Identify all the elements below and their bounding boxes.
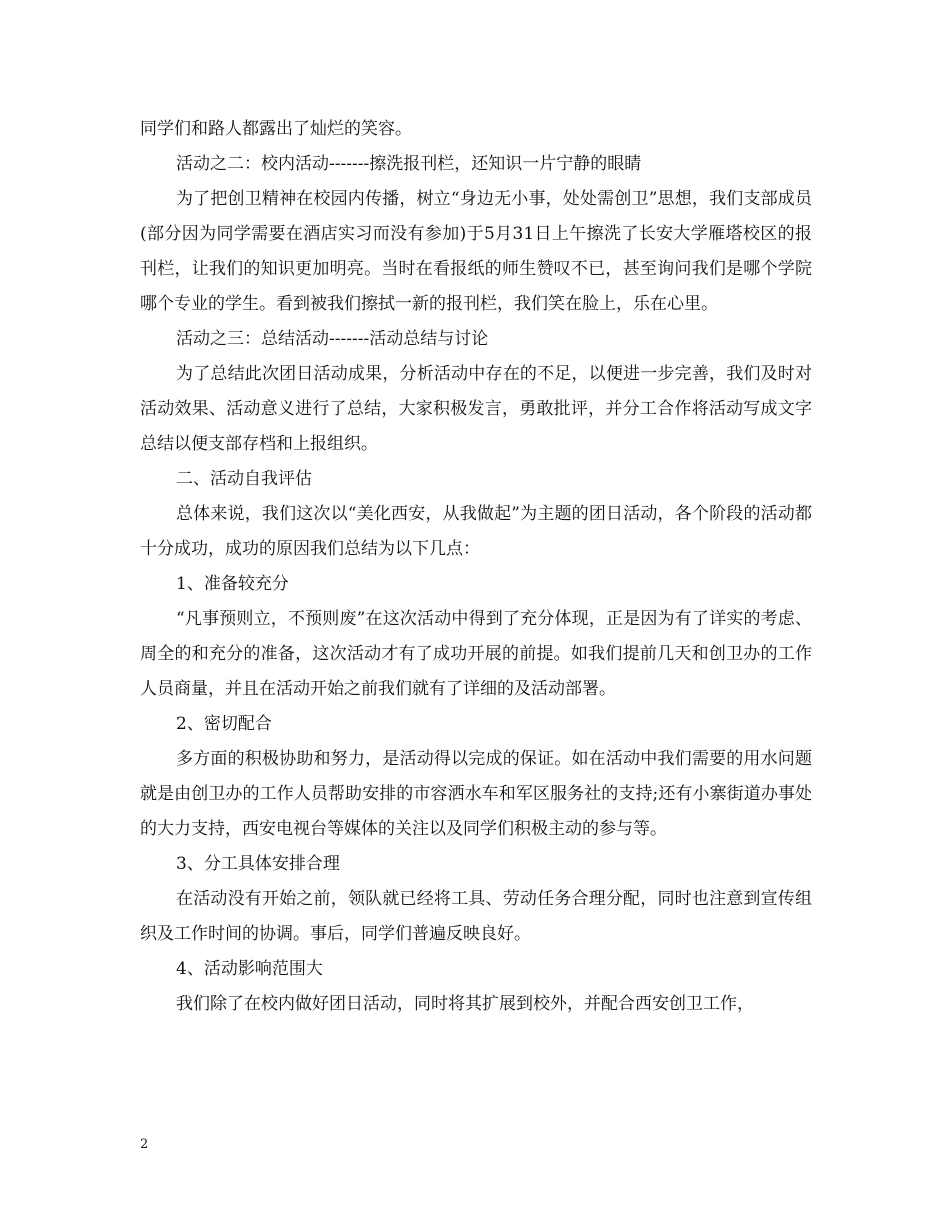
paragraph: 多方面的积极协助和努力，是活动得以完成的保证。如在活动中我们需要的用水问题就是由创卫办的工作人员帮助安排的市容洒水车和军区服务社的支持;还有小寨街道办事处的大力支持，西安电视台等媒体的关注以及同学们积极主动的参与等。 <box>140 749 812 839</box>
paragraph: “凡事预则立，不预则废”在这次活动中得到了充分体现，正是因为有了详实的考虑、周全的和充分的准备，这次活动才有了成功开展的前提。如我们提前几天和创卫办的工作人员商量，并且在活动开始之前我们就有了详细的及活动部署。 <box>140 609 812 699</box>
document-body <box>140 112 812 1022</box>
paragraph: 为了总结此次团日活动成果，分析活动中存在的不足，以便进一步完善，我们及时对活动效果、活动意义进行了总结，大家积极发言，勇敢批评，并分工合作将活动写成文字总结以便支部存档和上报组织。 <box>140 364 812 454</box>
paragraph: 1、准备较充分 <box>176 574 289 594</box>
paragraph: 3、分工具体安排合理 <box>176 854 340 874</box>
paragraph: 4、活动影响范围大 <box>176 959 323 979</box>
paragraph: 总体来说，我们这次以“美化西安，从我做起”为主题的团日活动，各个阶段的活动都十分成功，成功的原因我们总结为以下几点： <box>140 504 812 559</box>
paragraph: 在活动没有开始之前，领队就已经将工具、劳动任务合理分配，同时也注意到宣传组织及工作时间的协调。事后，同学们普遍反映良好。 <box>140 889 812 944</box>
paragraph: 同学们和路人都露出了灿烂的笑容。 <box>140 119 412 139</box>
paragraph: 为了把创卫精神在校园内传播，树立“身边无小事，处处需创卫”思想，我们支部成员(部分因为同学需要在酒店实习而没有参加)于5月31日上午擦洗了长安大学雁塔校区的报刊栏，让我们的知识更加明亮。当时在看报纸的师生赞叹不已，甚至询问我们是哪个学院哪个专业的学生。看到被我们擦拭一新的报刊栏，我们笑在脸上，乐在心里。 <box>140 189 812 314</box>
paragraph: 我们除了在校内做好团日活动，同时将其扩展到校外，并配合西安创卫工作， <box>176 994 754 1014</box>
page-number: 2 <box>140 1137 149 1152</box>
paragraph: 活动之三：总结活动-------活动总结与讨论 <box>176 329 489 349</box>
paragraph: 活动之二：校内活动-------擦洗报刊栏，还知识一片宁静的眼睛 <box>176 154 642 174</box>
paragraph: 二、活动自我评估 <box>176 469 312 489</box>
paragraph: 2、密切配合 <box>176 714 272 734</box>
